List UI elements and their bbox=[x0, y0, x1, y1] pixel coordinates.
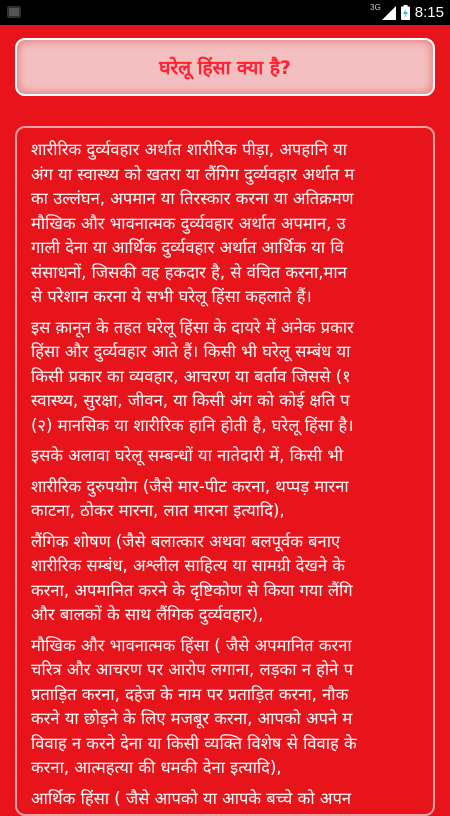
text-line: करने या छोड़ने के लिए मजबूर करना, आपको अपने म bbox=[31, 709, 353, 728]
text-line: मौखिक और भावनात्मक हिंसा ( जैसे अपमानित करना bbox=[31, 635, 352, 655]
signal-icon bbox=[382, 6, 396, 20]
text-line: लैंगिक शोषण (जैसे बलात्कार अथवा बलपूर्वक बनाए bbox=[31, 531, 341, 551]
article-paragraph bbox=[31, 530, 435, 628]
text-line: आर्थिक हिंसा ( जैसे आपको या आपके बच्चे को अपन bbox=[31, 788, 351, 808]
article-paragraph bbox=[31, 787, 435, 812]
text-line: (२) मानसिक या शारीरिक हानि होती है, घरेलू हिंसा है। bbox=[31, 415, 354, 435]
text-line: स्वास्थ्य, सुरक्षा, जीवन, या किसी अंग को कोई क्षति प bbox=[31, 391, 350, 410]
text-line: किसी प्रकार का व्यवहार, आचरण या बर्ताव जिससे (१ bbox=[31, 366, 351, 386]
text-line: काटना, ठोकर मारना, लात मारना इत्यादि), bbox=[31, 501, 285, 520]
text-line: संसाधनों, जिसकी वह हकदार है, से वंचित करना,मान bbox=[31, 262, 347, 282]
text-line: शारीरिक सम्बंध, अश्लील साहित्य या सामग्री देखने के bbox=[31, 556, 345, 575]
clock: 8:15 bbox=[414, 4, 444, 21]
text-line: प्रताड़ित करना, दहेज के नाम पर प्रताड़ित करना, नौक bbox=[31, 684, 349, 704]
article-paragraph bbox=[31, 634, 435, 781]
text-line: इस क़ानून के तहत घरेलू हिंसा के दायरे में अनेक प्रकार bbox=[31, 317, 354, 337]
article-body bbox=[17, 128, 435, 811]
title-banner bbox=[15, 38, 435, 96]
text-line: गाली देना या आर्थिक दुर्व्यवहार अर्थात आर्थिक या वि bbox=[31, 238, 344, 257]
network-type: 3G bbox=[370, 3, 381, 12]
status-indicators bbox=[370, 0, 444, 25]
text-line: करना, आत्महत्या की धमकी देना इत्यादि), bbox=[31, 758, 282, 777]
page-title: घरेलू हिंसा क्या है? bbox=[159, 57, 291, 79]
text-line: मौखिक और भावनात्मक दुर्व्यवहार अर्थात अपमान, उ bbox=[31, 213, 346, 233]
article-paragraph bbox=[31, 138, 435, 310]
text-line: अंग या स्वास्थ्य को खतरा या लैंगिग दुर्व्यवहार अर्थात म bbox=[31, 164, 355, 184]
text-line: का उल्लंघन, अपमान या तिरस्कार करना या अतिक्रमण bbox=[31, 189, 354, 208]
text-line: चरित्र और आचरण पर आरोप लगाना, लड़का न होने प bbox=[31, 660, 353, 679]
status-bar bbox=[0, 0, 450, 25]
article-paragraph bbox=[31, 444, 435, 469]
text-line: हिंसा और दुर्व्यवहार आते हैं। किसी भी घरेलू सम्बंध या bbox=[31, 342, 351, 361]
battery-charging-icon bbox=[401, 5, 410, 20]
text-line: और बालकों के साथ लैंगिक दुर्व्यवहार), bbox=[31, 605, 264, 624]
article-content[interactable] bbox=[15, 126, 435, 816]
text-line: इसके अलावा घरेलू सम्बन्धों या नातेदारी में, किसी भी bbox=[31, 446, 344, 465]
text-line: से परेशान करना ये सभी घरेलू हिंसा कहलाते हैं। bbox=[31, 287, 312, 306]
text-line: शारीरिक दुरुपयोग (जैसे मार-पीट करना, थप्पड़ मारना bbox=[31, 476, 349, 496]
text-line: शारीरिक दुर्व्यवहार अर्थात शारीरिक पीड़ा, अपहानि या bbox=[31, 140, 347, 159]
app-notification-icon bbox=[6, 4, 22, 20]
article-paragraph bbox=[31, 475, 435, 524]
text-line: करना, अपमानित करने के दृष्टिकोण से किया गया लैंगि bbox=[31, 580, 353, 600]
article-paragraph bbox=[31, 316, 435, 439]
text-line: विवाह न करने देना या किसी व्यक्ति विशेष से विवाह के bbox=[31, 733, 357, 753]
